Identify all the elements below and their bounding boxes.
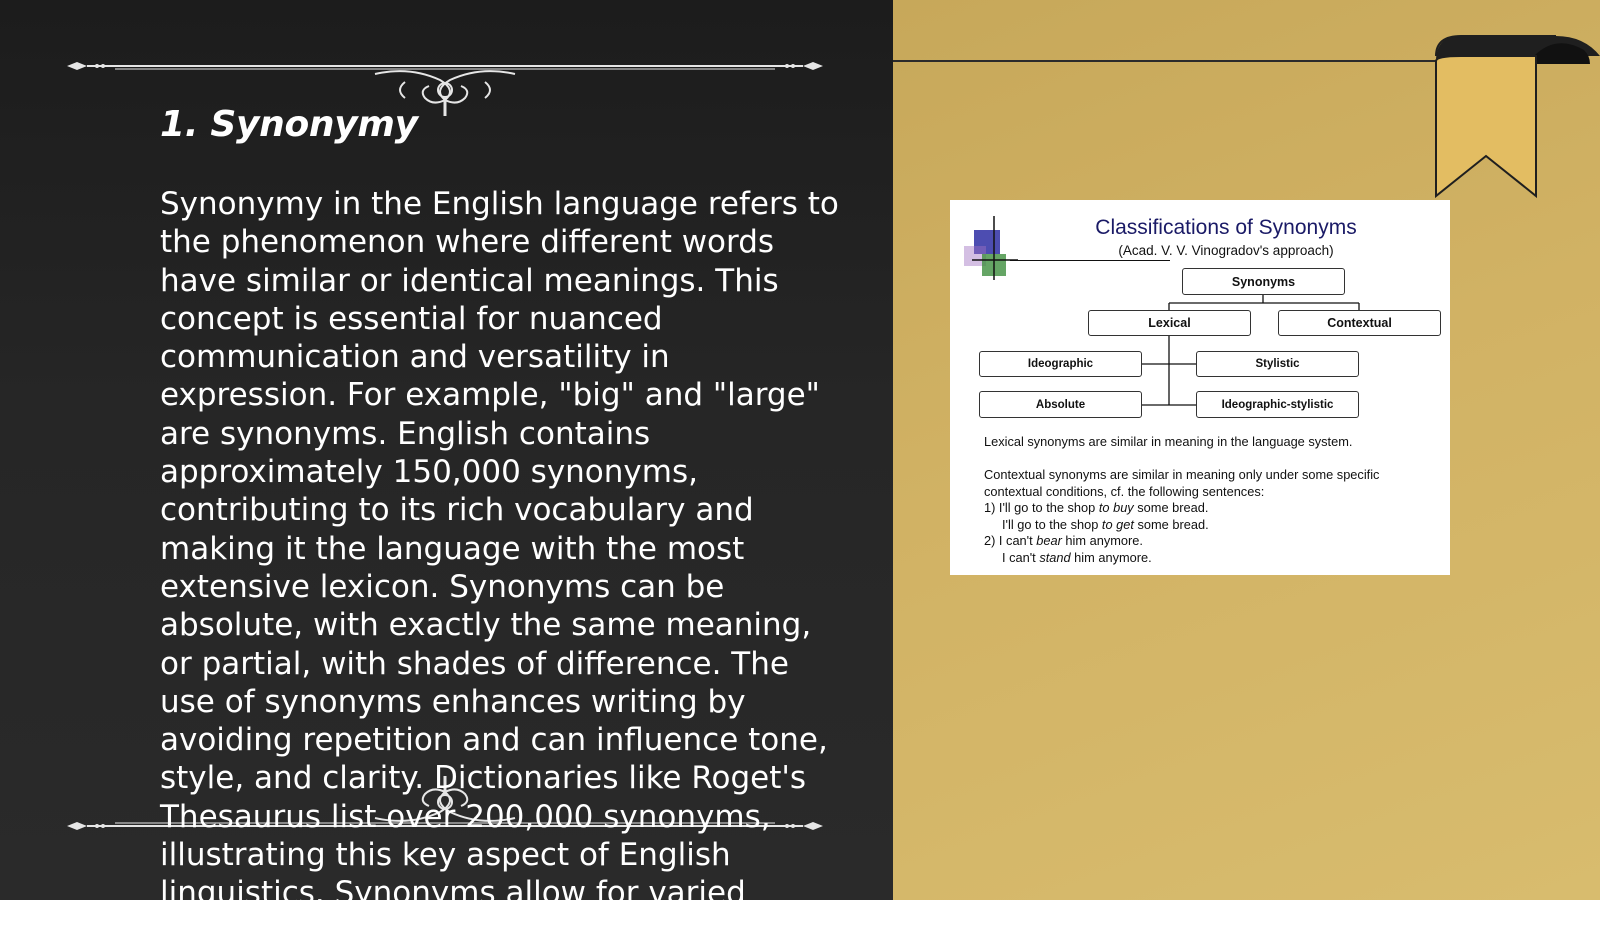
- contextual-note-line-1: Contextual synonyms are similar in meaning only under some specific: [984, 467, 1380, 482]
- example-1a: 1) I'll go to the shop to buy some bread.: [984, 500, 1209, 515]
- node-ideographic: Ideographic: [979, 351, 1142, 377]
- node-stylistic: Stylistic: [1196, 351, 1359, 377]
- node-contextual: Contextual: [1278, 310, 1441, 336]
- slide-body-text: Synonymy in the English language refers to the phenomenon where different words have similar or identical meanings. This concept is essential for nuanced communication and versatility in expression. For example, "big" and "large" are synonyms. English contains approximately 150,000 synonyms, contributing to its rich vocabulary and making it the language with the most extensive lexicon. Synonyms can be absolute, with exactly the same meaning, or partial, with shades of difference. The use of synonyms enhances writing by avoiding repetition and can influence tone, style, and clarity. Dictionaries like Roget's Thesaurus list over 200,000 synonyms, illustrating this key aspect of English linguistics. Synonyms allow for varied expression across diverse contexts.: [160, 186, 839, 950]
- lexical-note: Lexical synonyms are similar in meaning in the language system.: [984, 434, 1353, 449]
- contextual-note-line-2: contextual conditions, cf. the following sentences:: [984, 484, 1265, 499]
- example-2a: 2) I can't bear him anymore.: [984, 533, 1143, 548]
- node-ideographic-stylistic: Ideographic-stylistic: [1196, 391, 1359, 418]
- classification-diagram-image: [950, 200, 1450, 575]
- node-lexical: Lexical: [1088, 310, 1251, 336]
- example-2b: I can't stand him anymore.: [1002, 550, 1152, 565]
- node-absolute: Absolute: [979, 391, 1142, 418]
- diagram-subtitle: (Acad. V. V. Vinogradov's approach): [1118, 243, 1334, 258]
- example-1b: I'll go to the shop to get some bread.: [1002, 517, 1209, 532]
- slide-title: 1. Synonymy: [160, 104, 418, 145]
- bookmark-icon: [1436, 36, 1600, 198]
- node-synonyms: Synonyms: [1182, 268, 1345, 295]
- diagram-title: Classifications of Synonyms: [1095, 216, 1357, 239]
- divider-line: [893, 60, 1438, 62]
